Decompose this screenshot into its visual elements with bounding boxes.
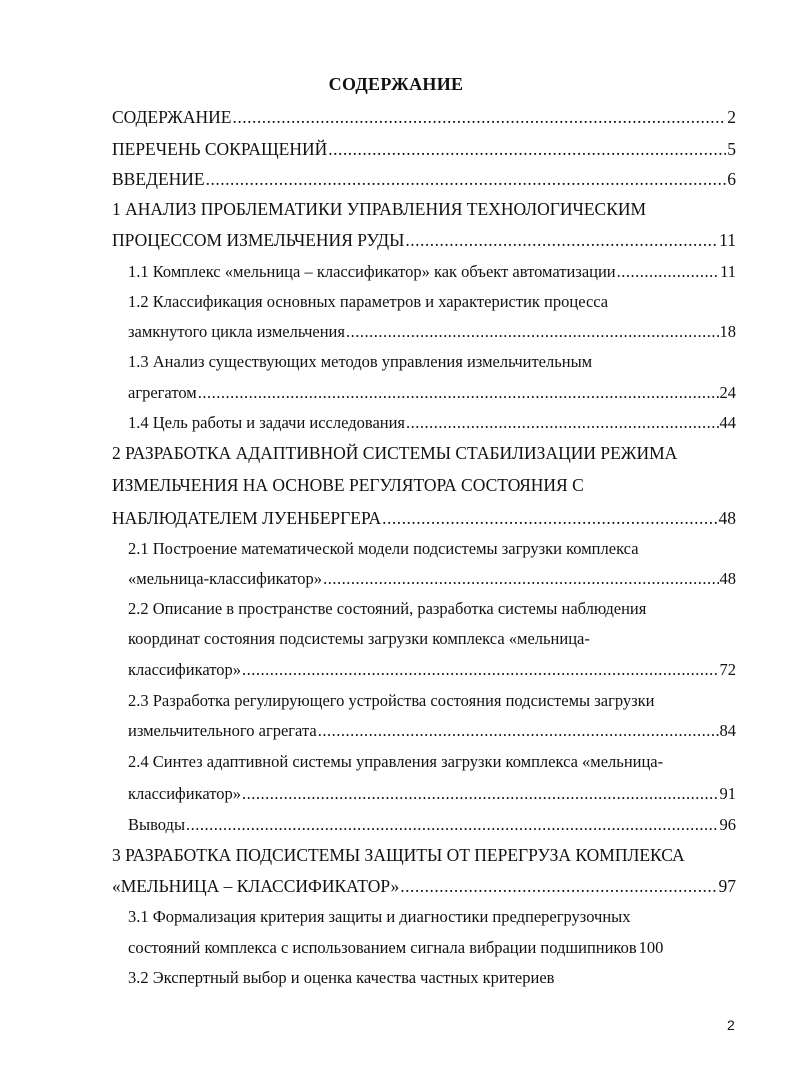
toc-leader — [323, 569, 718, 589]
toc-page-number: 72 — [719, 660, 736, 679]
toc-entry-line[interactable]: 2.1 Построение математической модели подсистемы загрузки комплекса — [128, 539, 639, 558]
toc-leader — [346, 322, 719, 342]
toc-entry[interactable] — [128, 660, 736, 680]
toc-page-number: 44 — [719, 413, 736, 432]
toc-entry-text: агрегатом — [128, 383, 197, 402]
toc-entry-line[interactable]: координат состояния подсистемы загрузки комплекса «мельница- — [128, 629, 590, 648]
toc-entry-text: измельчительного агрегата — [128, 721, 317, 740]
toc-entry-line[interactable]: 2.2 Описание в пространстве состояний, разработка системы наблюдения — [128, 599, 647, 618]
toc-page-number: 48 — [719, 569, 736, 588]
toc-page-number: 24 — [719, 383, 736, 402]
toc-entry-text: НАБЛЮДАТЕЛЕМ ЛУЕНБЕРГЕРА — [112, 508, 382, 528]
toc-entry-text: классификатор» — [128, 784, 241, 803]
toc-entry[interactable] — [128, 569, 736, 589]
toc-entry[interactable] — [128, 383, 736, 403]
toc-entry-text: «МЕЛЬНИЦА – КЛАССИФИКАТОР» — [112, 876, 400, 896]
toc-page-number: 91 — [719, 784, 736, 803]
toc-entry-line[interactable]: 3 РАЗРАБОТКА ПОДСИСТЕМЫ ЗАЩИТЫ ОТ ПЕРЕГРУЗА КОМПЛЕКСА — [112, 845, 685, 865]
toc-entry[interactable] — [128, 784, 736, 804]
toc-page-number: 84 — [719, 721, 736, 740]
toc-entry[interactable] — [112, 169, 736, 190]
toc-entry-text: замкнутого цикла измельчения — [128, 322, 345, 341]
toc-entry-line[interactable]: 2 РАЗРАБОТКА АДАПТИВНОЙ СИСТЕМЫ СТАБИЛИЗАЦИИ РЕЖИМА — [112, 443, 678, 463]
toc-entry[interactable] — [112, 876, 736, 897]
toc-entry-line[interactable]: ИЗМЕЛЬЧЕНИЯ НА ОСНОВЕ РЕГУЛЯТОРА СОСТОЯНИЯ С — [112, 475, 584, 495]
toc-page-number: 11 — [720, 262, 736, 281]
toc-entry[interactable] — [112, 230, 736, 251]
toc-leader — [318, 721, 719, 741]
toc-page-number: 2 — [727, 107, 736, 127]
toc-entry[interactable] — [128, 413, 736, 433]
toc-entry-line[interactable]: 2.3 Разработка регулирующего устройства состояния подсистемы загрузки — [128, 691, 655, 710]
toc-leader — [405, 230, 718, 251]
toc-entry-text: Выводы — [128, 815, 186, 834]
toc-entry-text: ПЕРЕЧЕНЬ СОКРАЩЕНИЙ — [112, 139, 328, 159]
toc-page-number: 18 — [719, 322, 736, 341]
toc-entry[interactable] — [112, 107, 736, 128]
toc-entry-text: СОДЕРЖАНИЕ — [112, 107, 232, 127]
toc-leader — [406, 413, 718, 433]
toc-entry-line[interactable]: 3.2 Экспертный выбор и оценка качества частных критериев — [128, 968, 555, 987]
toc-leader — [198, 383, 719, 403]
toc-leader — [242, 784, 719, 804]
toc-leader — [382, 508, 717, 529]
toc-entry-text: ПРОЦЕССОМ ИЗМЕЛЬЧЕНИЯ РУДЫ — [112, 230, 405, 250]
toc-entry-line[interactable]: 1 АНАЛИЗ ПРОБЛЕМАТИКИ УПРАВЛЕНИЯ ТЕХНОЛОГИЧЕСКИМ — [112, 199, 647, 219]
toc-entry[interactable] — [128, 262, 736, 282]
toc-entry[interactable] — [128, 938, 736, 958]
toc-leader — [186, 815, 718, 835]
toc-entry-text: 1.4 Цель работы и задачи исследования — [128, 413, 406, 432]
toc-entry-line[interactable]: 1.3 Анализ существующих методов управления измельчительным — [128, 352, 593, 371]
toc-entry[interactable] — [128, 721, 736, 741]
toc-page-number: 6 — [727, 169, 736, 189]
toc-entry-line[interactable]: 1.2 Классификация основных параметров и характеристик процесса — [128, 292, 609, 311]
page-number: 2 — [727, 1017, 735, 1033]
toc-page-number: 48 — [718, 508, 736, 528]
toc-entry-text: состояний комплекса с использованием сигнала вибрации подшипников — [128, 938, 637, 957]
toc-entry-line[interactable]: 2.4 Синтез адаптивной системы управления загрузки комплекса «мельница- — [128, 752, 664, 771]
toc-leader — [617, 262, 719, 282]
toc-page-number: 5 — [727, 139, 736, 159]
toc-entry[interactable] — [128, 322, 736, 342]
toc-leader — [242, 660, 719, 680]
toc-entry-text: ВВЕДЕНИЕ — [112, 169, 205, 189]
toc-page-number: 97 — [718, 876, 736, 896]
toc-page-number: 96 — [719, 815, 736, 834]
toc-leader — [328, 139, 726, 160]
toc-page-number: 11 — [719, 230, 736, 250]
toc-entry-text: классификатор» — [128, 660, 241, 679]
toc-leader — [206, 169, 727, 190]
toc-entry[interactable] — [128, 815, 736, 835]
toc-entry-text: «мельница-классификатор» — [128, 569, 323, 588]
toc-page-number: 100 — [638, 938, 664, 957]
toc-entry[interactable] — [112, 508, 736, 529]
toc-entry[interactable] — [112, 139, 736, 160]
toc-entry-line[interactable]: 3.1 Формализация критерия защиты и диагностики предперегрузочных — [128, 907, 631, 926]
page-title: СОДЕРЖАНИЕ — [328, 74, 464, 94]
toc-entry-text: 1.1 Комплекс «мельница – классификатор» как объект автоматизации — [128, 262, 616, 281]
toc-leader — [400, 876, 717, 897]
toc-leader — [232, 107, 726, 128]
